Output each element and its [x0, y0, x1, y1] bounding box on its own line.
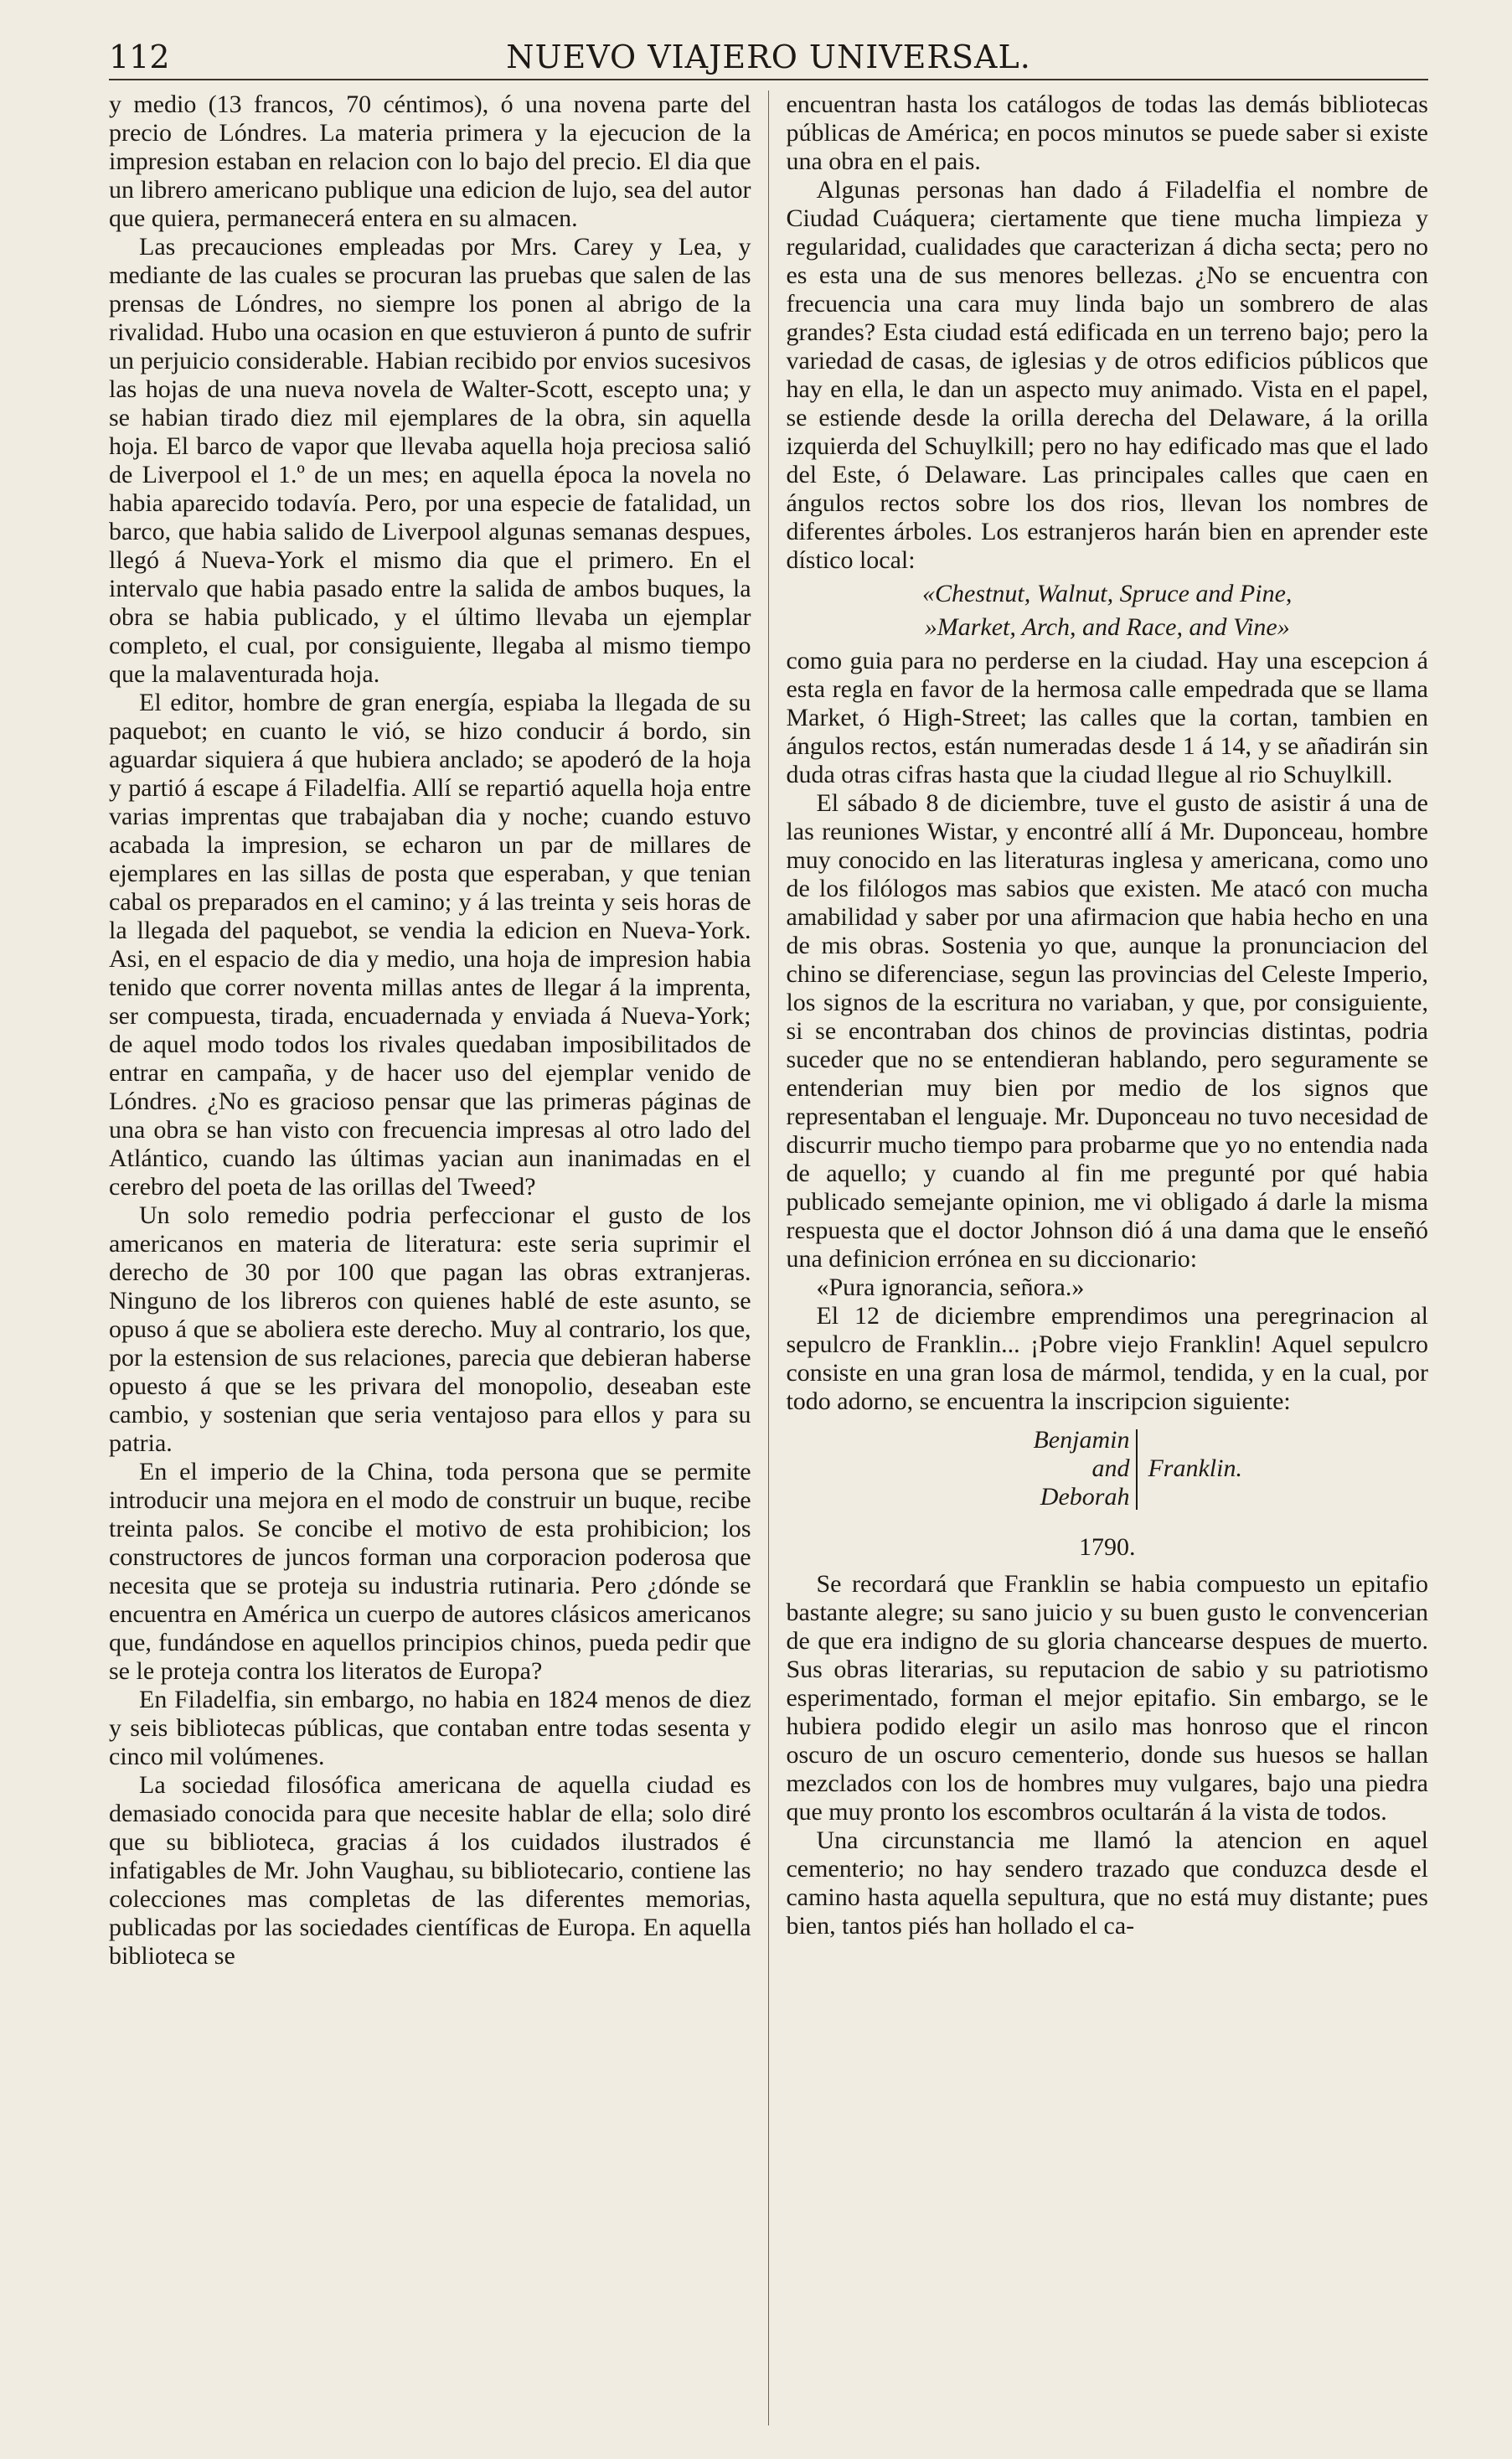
paragraph: Las precauciones empleadas por Mrs. Carey y Lea, y mediante de las cuales se procuran las pruebas que salen de las prensas de Lóndres, no siempre los ponen al abrigo de la rivalidad. Hubo una ocasion en que estuvieron á punto de sufrir un perjuicio considerable. Habian recibido por envios sucesivos las hojas de una nueva novela de Walter-Scott, escepto una; y se habian tirado diez mil ejemplares de la obra, sin aquella hoja. El barco de vapor que llevaba aquella hoja preciosa salió de Liverpool el 1.º de un mes; en aquella época la novela no habia aparecido todavía. Pero, por una especie de fatalidad, un barco, que habia salido de Liverpool algunas semanas despues, llegó á Nueva-York el mismo dia que el primero. En el intervalo que habia pasado entre la salida de ambos buques, la obra se habia publicado, y el último llevaba un ejemplar completo, el cual, por consiguiente, llegaba al mismo tiempo que la malaventurada hoja.	[109, 233, 751, 688]
quotation: «Pura ignorancia, señora.»	[816, 1273, 1085, 1301]
page-header	[109, 39, 1428, 80]
inscription-line: Deborah	[1040, 1483, 1130, 1511]
text-columns	[109, 90, 1428, 2425]
page-number: 112	[109, 39, 170, 75]
verse-line: »Market, Arch, and Race, and Vine»	[924, 613, 1290, 641]
paragraph: En Filadelfia, sin embargo, no habia en 1824 menos de diez y seis bibliotecas públicas, que contaban entre todas sesenta y cinco mil volúmenes.	[109, 1686, 751, 1770]
inscription-surname: Franklin.	[1148, 1454, 1242, 1482]
header-rule	[109, 79, 1428, 80]
column-divider	[768, 90, 770, 2425]
left-column	[109, 90, 751, 2425]
paragraph: El sábado 8 de diciembre, tuve el gusto de asistir á una de las reuniones Wistar, y encontré allí á Mr. Duponceau, hombre muy conocido en las literaturas inglesa y americana, como uno de los filólogos mas sabios que existen. Me atacó con mucha amabilidad y saber por una afirmacion que habia hecho en una de mis obras. Sostenia yo que, aunque la pronunciacion del chino se diferenciase, segun las provincias del Celeste Imperio, los signos de la escritura no variaban, y que, por consiguiente, si se encontraban dos chinos de provincias distintas, podria suceder que no se entendieran hablando, pero seguramente se entenderian muy bien por medio de los signos que representaban el lenguaje. Mr. Duponceau no tuvo necesidad de discurrir mucho tiempo para probarme que yo no entendia nada de aquello; y cuando al fin me pregunté por qué habia publicado semejante opinion, me vi obligado á darle la misma respuesta que el doctor Johnson dió á una dama que le enseñó una definicion errónea en su diccionario:	[786, 789, 1428, 1273]
paragraph: La sociedad filosófica americana de aquella ciudad es demasiado conocida para que necesite hablar de ella; solo diré que su biblioteca, gracias á los cuidados ilustrados é infatigables de Mr. John Vaughau, su bibliotecario, contiene las colecciones mas completas de las diferentes memorias, publicadas por las sociedades científicas de Europa. En aquella biblioteca se	[109, 1771, 751, 1970]
paragraph: encuentran hasta los catálogos de todas las demás bibliotecas públicas de América; en pocos minutos se puede saber si existe una obra en el pais.	[786, 90, 1428, 175]
inscription-year: 1790.	[1078, 1533, 1136, 1561]
inscription-line: and	[1091, 1454, 1130, 1482]
inscription-brace	[1136, 1429, 1144, 1510]
paragraph: El editor, hombre de gran energía, espiaba la llegada de su paquebot; en cuanto le vió, se hizo conducir á bordo, sin aguardar siquiera á que hubiera anclado; se apoderó de la hoja y partió á escape á Filadelfia. Allí se repartió aquella hoja entre varias imprentas que trabajaban dia y noche; cuando estuvo acabada la impresion, se echaron un par de millares de ejemplares en las sillas de posta que esperaban, y que tenian cabal os preparados en el camino; y á las treinta y seis horas de la llegada del paquebot, se vendia la edicion en Nueva-York. Asi, en el espacio de dia y medio, una hoja de impresion habia tenido que correr noventa millas antes de llegar á la imprenta, ser compuesta, tirada, encuadernada y enviada á Nueva-York; de aquel modo todos los rivales quedaban imposibilitados de entrar en campaña, y de hacer uso del ejemplar venido de Lóndres. ¿No es gracioso pensar que las primeras páginas de una obra se han visto con frecuencia impresas al otro lado del Atlántico, cuando las últimas yacian aun inanimadas en el cerebro del poeta de las orillas del Tweed?	[109, 689, 751, 1201]
paragraph: Una circunstancia me llamó la atencion en aquel cementerio; no hay sendero trazado que conduzca desde el camino hasta aquella sepultura, que no está muy distante; pues bien, tantos piés han hollado el ca-	[786, 1826, 1428, 1940]
epitaph-inscription	[786, 1426, 1428, 1523]
paragraph: y medio (13 francos, 70 céntimos), ó una novena parte del precio de Lóndres. La materia primera y la ejecucion de la impresion estaban en relacion con lo bajo del precio. El dia que un librero americano publique una edicion de lujo, sea del autor que quiera, permanecerá entera en su almacen.	[109, 90, 751, 232]
paragraph: En el imperio de la China, toda persona que se permite introducir una mejora en el modo de construir un buque, recibe treinta palos. Se concibe el motivo de esta prohibicion; los constructores de juncos forman una corporacion poderosa que necesita que se proteja su industria rutinaria. Pero ¿dónde se encuentra en América un cuerpo de autores clásicos americanos que, fundándose en aquellos principios chinos, pueda pedir que se le proteja contra los literatos de Europa?	[109, 1458, 751, 1685]
running-title: NUEVO VIAJERO UNIVERSAL.	[506, 39, 1031, 75]
paragraph: El 12 de diciembre emprendimos una peregrinacion al sepulcro de Franklin... ¡Pobre viejo Franklin! Aquel sepulcro consiste en una gran losa de mármol, tendida, y en la cual, por todo adorno, se encuentra la inscripcion siguiente:	[786, 1302, 1428, 1415]
right-column	[786, 90, 1428, 2425]
paragraph: Se recordará que Franklin se habia compuesto un epitafio bastante alegre; su sano juicio y su buen gusto le convencerian de que era indigno de su gloria chancearse despues de muerto. Sus obras literarias, su reputacion de sabio y su patriotismo esperimentado, forman el mejor epitafio. Sin embargo, se le hubiera podido elegir un asilo mas honroso que el rincon oscuro de un oscuro cementerio, donde sus huesos se hallan mezclados con los de hombres muy vulgares, bajo una piedra que muy pronto los escombros ocultarán á la vista de todos.	[786, 1570, 1428, 1826]
paragraph: Un solo remedio podria perfeccionar el gusto de los americanos en materia de literatura: este seria suprimir el derecho de 30 por 100 que pagan las obras extranjeras. Ninguno de los libreros con quienes hablé de este asunto, se opuso á que se aboliera este derecho. Muy al contrario, los que, por la estension de sus relaciones, parecia que debieran haberse opuesto á que se les privara del monopolio, deseaban este cambio, y sostenian que seria ventajoso para ellos y para su patria.	[109, 1201, 751, 1457]
paragraph: Algunas personas han dado á Filadelfia el nombre de Ciudad Cuáquera; ciertamente que tiene mucha limpieza y regularidad, cualidades que caracterizan á dicha secta; pero no es esta una de sus menores bellezas. ¿No se encuentra con frecuencia una cara muy linda bajo un sombrero de alas grandes? Esta ciudad está edificada en un terreno bajo; pero la variedad de casas, de iglesias y de otros edificios públicos que hay en ella, le dan un aspecto muy animado. Vista en el papel, se estiende desde la orilla derecha del Delaware, á la orilla izquierda del Schuylkill; pero no hay edificado mas que el lado del Este, ó Delaware. Las principales calles que caen en ángulos rectos sobre los dos rios, llevan los nombres de diferentes árboles. Los estranjeros harán bien en aprender este dístico local:	[786, 176, 1428, 574]
paragraph: como guia para no perderse en la ciudad. Hay una escepcion á esta regla en favor de la hermosa calle empedrada que se llama Market, ó High-Street; las calles que la cortan, tambien en ángulos rectos, están numeradas desde 1 á 14, y se añadirán sin duda otras cifras hasta que la ciudad llegue al rio Schuylkill.	[786, 647, 1428, 788]
inscription-line: Benjamin	[1033, 1426, 1130, 1454]
verse-line: «Chestnut, Walnut, Spruce and Pine,	[922, 580, 1293, 607]
